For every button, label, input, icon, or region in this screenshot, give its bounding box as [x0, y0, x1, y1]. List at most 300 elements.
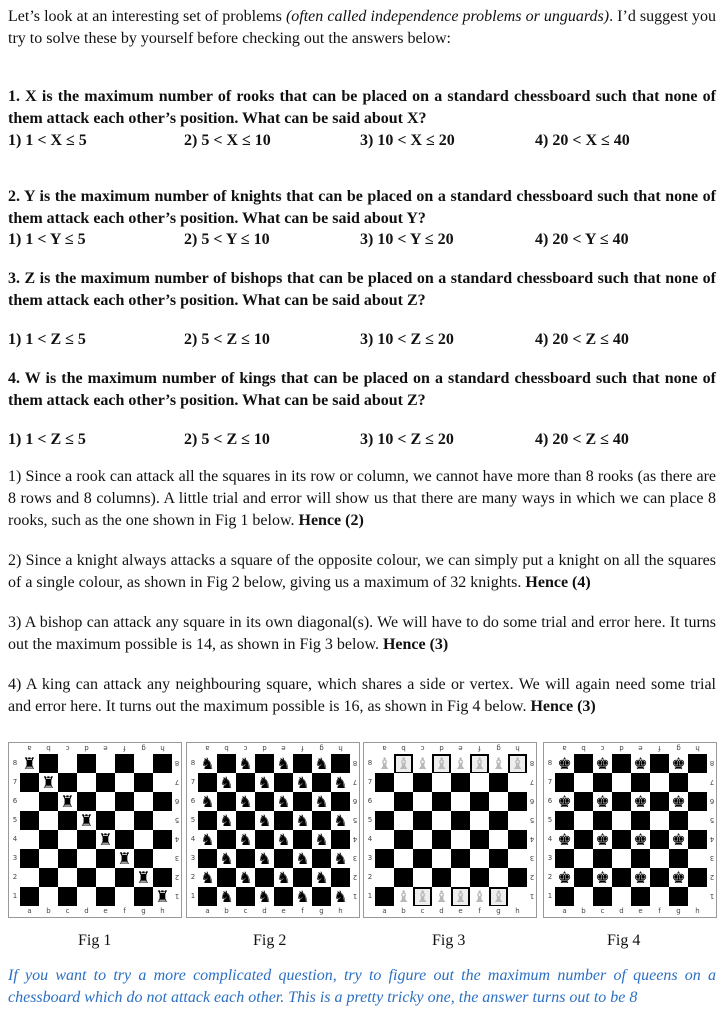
rank-label: 3: [547, 854, 553, 862]
square-e3: [96, 849, 115, 868]
square-f6: [650, 792, 669, 811]
square-d7: [612, 773, 631, 792]
rank-label: 6: [352, 797, 358, 805]
square-h7: [331, 773, 350, 792]
square-d2: [77, 868, 96, 887]
square-h1: [331, 887, 350, 906]
rook-icon: ♜: [98, 829, 113, 849]
square-b1: [394, 887, 413, 906]
square-e4: [96, 830, 115, 849]
question-3: 3. Z is the maximum number of bishops that can be placed on a standard chessboard such that none of them attack each other’s position. What can be said about Z?: [8, 270, 716, 309]
square-b5: [394, 811, 413, 830]
rank-label: 8: [190, 759, 196, 767]
rank-label: 8: [174, 759, 180, 767]
square-b7: [574, 773, 593, 792]
file-label: d: [84, 907, 89, 915]
rank-label: 4: [367, 835, 373, 843]
square-g4: [134, 830, 153, 849]
square-f2: [115, 868, 134, 887]
square-a1: [555, 887, 574, 906]
question-2: 2. Y is the maximum number of knights that can be placed on a standard chessboard such that none of them attack each other’s position. What can be said about Y?: [8, 188, 716, 227]
square-c5: [58, 811, 77, 830]
knight-icon: ♞: [295, 848, 310, 868]
figure-caption: Fig 1: [78, 932, 112, 949]
bishop-icon: ♝: [377, 753, 392, 773]
square-d8: [77, 754, 96, 773]
square-e2: [631, 868, 650, 887]
king-icon: ♚: [671, 867, 686, 887]
file-label: f: [658, 744, 661, 752]
square-e4: [451, 830, 470, 849]
square-d5: [432, 811, 451, 830]
answer-result: Hence (2): [298, 512, 364, 529]
square-a5: [555, 811, 574, 830]
option-3-4: 4) 20 < Z ≤ 40: [535, 331, 629, 348]
knight-icon: ♞: [257, 848, 272, 868]
rook-icon: ♜: [60, 791, 75, 811]
square-d7: [255, 773, 274, 792]
square-a2: [375, 868, 394, 887]
square-g5: [134, 811, 153, 830]
square-h8: [331, 754, 350, 773]
rank-label: 1: [352, 892, 358, 900]
intro-rest: . I’d suggest you try to solve these by yourself before checking out the answers below:: [8, 8, 716, 47]
rank-label: 3: [352, 854, 358, 862]
file-label: d: [262, 907, 267, 915]
knight-icon: ♞: [200, 829, 215, 849]
square-b3: [217, 849, 236, 868]
rank-label: 4: [174, 835, 180, 843]
square-d1: [255, 887, 274, 906]
knight-icon: ♞: [257, 886, 272, 906]
square-b8: [574, 754, 593, 773]
square-f4: [470, 830, 489, 849]
square-c6: [236, 792, 255, 811]
file-label: a: [205, 907, 210, 915]
square-c4: [413, 830, 432, 849]
king-icon: ♚: [671, 791, 686, 811]
rank-label: 6: [190, 797, 196, 805]
square-f4: [115, 830, 134, 849]
square-e1: [274, 887, 293, 906]
bishop-icon: ♝: [415, 886, 430, 906]
square-f3: [293, 849, 312, 868]
rook-icon: ♜: [136, 867, 151, 887]
square-a1: [375, 887, 394, 906]
answer-text: 1) Since a rook can attack all the squares in its row or column, we cannot have more than 8 rooks (as there are 8 rows and 8 columns). A little trial and error will show us that there are many ways in which we can place 8 rooks, such as the one shown in Fig 1 below.: [8, 468, 716, 529]
rank-label: 8: [352, 759, 358, 767]
rank-label: 8: [529, 759, 535, 767]
option-3-2: 2) 5 < Z ≤ 10: [184, 331, 270, 348]
intro-paragraph: [8, 6, 716, 50]
square-f6: [470, 792, 489, 811]
file-label: h: [160, 744, 165, 752]
file-label: h: [695, 907, 700, 915]
square-b3: [394, 849, 413, 868]
rank-label: 3: [174, 854, 180, 862]
square-d6: [612, 792, 631, 811]
square-g7: [489, 773, 508, 792]
rank-label: 1: [529, 892, 535, 900]
option-3-3: 3) 10 < Z ≤ 20: [360, 331, 454, 348]
square-f4: [650, 830, 669, 849]
square-c4: [58, 830, 77, 849]
square-g6: [312, 792, 331, 811]
square-g4: [669, 830, 688, 849]
king-icon: ♚: [671, 829, 686, 849]
rank-label: 5: [367, 816, 373, 824]
king-icon: ♚: [633, 867, 648, 887]
knight-icon: ♞: [314, 867, 329, 887]
square-b3: [574, 849, 593, 868]
square-b3: [39, 849, 58, 868]
bishop-icon: ♝: [434, 753, 449, 773]
knight-icon: ♞: [238, 753, 253, 773]
square-f5: [115, 811, 134, 830]
rook-icon: ♜: [79, 810, 94, 830]
square-f7: [115, 773, 134, 792]
intro-italic: (often called independence problems or unguards): [285, 8, 610, 25]
rank-label: 1: [174, 892, 180, 900]
rank-label: 1: [547, 892, 553, 900]
square-e6: [96, 792, 115, 811]
figure-caption: Fig 4: [607, 932, 641, 949]
knight-icon: ♞: [333, 810, 348, 830]
file-label: e: [281, 907, 286, 915]
square-e8: [451, 754, 470, 773]
knight-icon: ♞: [200, 867, 215, 887]
rank-label: 2: [547, 873, 553, 881]
knight-icon: ♞: [295, 810, 310, 830]
figure-caption: Fig 3: [432, 932, 466, 949]
option-2-3: 3) 10 < Y ≤ 20: [360, 231, 454, 248]
knight-icon: ♞: [200, 753, 215, 773]
square-e8: [96, 754, 115, 773]
square-g5: [489, 811, 508, 830]
question-4: 4. W is the maximum number of kings that can be placed on a standard chessboard such that none of them attack each other’s position. What can be said about Z?: [8, 370, 716, 409]
answer-2: [8, 550, 716, 594]
answer-text: 2) Since a knight always attacks a square of the opposite colour, we can simply put a knight on all the squares of a single colour, as shown in Fig 2 below, giving us a maximum of 32 knights.: [8, 552, 716, 591]
answer-4: [8, 674, 716, 718]
file-label: b: [46, 907, 51, 915]
square-b5: [39, 811, 58, 830]
square-h6: [508, 792, 527, 811]
square-f5: [650, 811, 669, 830]
rank-label: 5: [547, 816, 553, 824]
square-c1: [236, 887, 255, 906]
file-label: e: [281, 744, 286, 752]
knight-icon: ♞: [276, 829, 291, 849]
square-g3: [134, 849, 153, 868]
square-a3: [555, 849, 574, 868]
file-label: b: [581, 907, 586, 915]
rank-label: 7: [529, 778, 535, 786]
square-a7: [20, 773, 39, 792]
square-a4: [198, 830, 217, 849]
bishop-icon: ♝: [472, 886, 487, 906]
square-h8: [153, 754, 172, 773]
square-g1: [134, 887, 153, 906]
king-icon: ♚: [557, 753, 572, 773]
rank-label: 2: [709, 873, 715, 881]
square-e6: [274, 792, 293, 811]
square-b2: [394, 868, 413, 887]
rook-icon: ♜: [41, 772, 56, 792]
square-g5: [312, 811, 331, 830]
square-f8: [293, 754, 312, 773]
rank-label: 2: [529, 873, 535, 881]
file-label: g: [676, 744, 681, 752]
file-label: g: [141, 907, 146, 915]
square-b8: [394, 754, 413, 773]
square-a8: [198, 754, 217, 773]
knight-icon: ♞: [314, 791, 329, 811]
square-a8: [555, 754, 574, 773]
square-h6: [688, 792, 707, 811]
square-a7: [375, 773, 394, 792]
king-icon: ♚: [595, 791, 610, 811]
square-c7: [236, 773, 255, 792]
square-f2: [470, 868, 489, 887]
square-d8: [255, 754, 274, 773]
rank-label: 5: [12, 816, 18, 824]
file-label: f: [123, 744, 126, 752]
king-icon: ♚: [557, 791, 572, 811]
square-g4: [312, 830, 331, 849]
rank-label: 5: [190, 816, 196, 824]
rank-label: 4: [529, 835, 535, 843]
option-4-4: 4) 20 < Z ≤ 40: [535, 431, 629, 448]
square-h3: [153, 849, 172, 868]
square-e5: [631, 811, 650, 830]
square-a4: [20, 830, 39, 849]
file-label: a: [27, 744, 32, 752]
rank-label: 8: [547, 759, 553, 767]
file-label: f: [478, 907, 481, 915]
option-2-4: 4) 20 < Y ≤ 40: [535, 231, 629, 248]
king-icon: ♚: [633, 829, 648, 849]
rank-label: 3: [12, 854, 18, 862]
square-f2: [293, 868, 312, 887]
square-h7: [508, 773, 527, 792]
square-f3: [650, 849, 669, 868]
knight-icon: ♞: [314, 753, 329, 773]
square-f8: [470, 754, 489, 773]
intro-text: Let’s look at an interesting set of problems: [8, 8, 286, 25]
square-d7: [432, 773, 451, 792]
rank-label: 7: [174, 778, 180, 786]
file-label: e: [638, 907, 643, 915]
option-2-1: 1) 1 < Y ≤ 5: [8, 231, 86, 248]
bishop-icon: ♝: [510, 753, 525, 773]
rank-label: 6: [709, 797, 715, 805]
file-label: c: [65, 907, 70, 915]
file-label: h: [160, 907, 165, 915]
square-d1: [432, 887, 451, 906]
square-f4: [293, 830, 312, 849]
square-g3: [489, 849, 508, 868]
square-d5: [77, 811, 96, 830]
square-a8: [20, 754, 39, 773]
square-d3: [255, 849, 274, 868]
file-label: e: [638, 744, 643, 752]
chessboard-fig-4: [543, 742, 717, 918]
square-a2: [198, 868, 217, 887]
square-d4: [255, 830, 274, 849]
square-c8: [236, 754, 255, 773]
square-c1: [58, 887, 77, 906]
square-a6: [375, 792, 394, 811]
square-a2: [20, 868, 39, 887]
rank-label: 7: [352, 778, 358, 786]
square-g6: [489, 792, 508, 811]
king-icon: ♚: [595, 829, 610, 849]
file-label: b: [224, 907, 229, 915]
square-e7: [274, 773, 293, 792]
square-b5: [574, 811, 593, 830]
square-g3: [669, 849, 688, 868]
square-a5: [20, 811, 39, 830]
square-c2: [413, 868, 432, 887]
square-f6: [115, 792, 134, 811]
square-h2: [153, 868, 172, 887]
square-e1: [631, 887, 650, 906]
square-e8: [274, 754, 293, 773]
square-h7: [688, 773, 707, 792]
square-a7: [198, 773, 217, 792]
square-h2: [688, 868, 707, 887]
square-g5: [669, 811, 688, 830]
rook-icon: ♜: [117, 848, 132, 868]
rank-label: 3: [709, 854, 715, 862]
rank-label: 1: [367, 892, 373, 900]
option-1-4: 4) 20 < X ≤ 40: [535, 132, 630, 149]
queens-note: If you want to try a more complicated question, try to figure out the maximum number of queens on a chessboard which do not attack each other. This is a pretty tricky one, the answer turns out to be 8: [8, 967, 716, 1006]
square-b1: [217, 887, 236, 906]
square-d2: [612, 868, 631, 887]
file-label: b: [401, 907, 406, 915]
square-a6: [20, 792, 39, 811]
file-label: g: [496, 907, 501, 915]
square-h3: [688, 849, 707, 868]
bishop-icon: ♝: [415, 753, 430, 773]
rank-label: 5: [529, 816, 535, 824]
square-b6: [574, 792, 593, 811]
rank-label: 5: [709, 816, 715, 824]
square-h2: [331, 868, 350, 887]
square-b1: [39, 887, 58, 906]
bishop-icon: ♝: [491, 886, 506, 906]
knight-icon: ♞: [200, 791, 215, 811]
file-label: a: [27, 907, 32, 915]
square-f1: [293, 887, 312, 906]
square-c8: [58, 754, 77, 773]
square-c6: [413, 792, 432, 811]
file-label: f: [478, 744, 481, 752]
square-g4: [489, 830, 508, 849]
king-icon: ♚: [557, 829, 572, 849]
option-4-1: 1) 1 < Z ≤ 5: [8, 431, 86, 448]
rank-label: 7: [12, 778, 18, 786]
square-b4: [217, 830, 236, 849]
square-c8: [413, 754, 432, 773]
file-label: h: [695, 744, 700, 752]
knight-icon: ♞: [276, 791, 291, 811]
file-label: c: [243, 744, 248, 752]
square-b2: [39, 868, 58, 887]
square-d6: [77, 792, 96, 811]
square-b4: [574, 830, 593, 849]
answer-1: [8, 466, 716, 532]
square-h1: [508, 887, 527, 906]
square-b4: [394, 830, 413, 849]
square-d7: [77, 773, 96, 792]
file-label: a: [382, 744, 387, 752]
square-c6: [58, 792, 77, 811]
bishop-icon: ♝: [396, 753, 411, 773]
square-g8: [489, 754, 508, 773]
square-a3: [20, 849, 39, 868]
square-g3: [312, 849, 331, 868]
square-e5: [96, 811, 115, 830]
square-b1: [574, 887, 593, 906]
king-icon: ♚: [557, 867, 572, 887]
square-e1: [96, 887, 115, 906]
square-a3: [375, 849, 394, 868]
square-d4: [612, 830, 631, 849]
square-e7: [451, 773, 470, 792]
square-g2: [134, 868, 153, 887]
square-f7: [470, 773, 489, 792]
square-b5: [217, 811, 236, 830]
rank-label: 3: [190, 854, 196, 862]
knight-icon: ♞: [333, 848, 348, 868]
square-c5: [236, 811, 255, 830]
square-g2: [489, 868, 508, 887]
square-f7: [293, 773, 312, 792]
option-4-3: 3) 10 < Z ≤ 20: [360, 431, 454, 448]
square-e1: [451, 887, 470, 906]
answer-3: [8, 612, 716, 656]
square-b7: [394, 773, 413, 792]
file-label: g: [319, 907, 324, 915]
square-h3: [331, 849, 350, 868]
square-h6: [331, 792, 350, 811]
square-f6: [293, 792, 312, 811]
bishop-icon: ♝: [491, 753, 506, 773]
square-e6: [451, 792, 470, 811]
square-e3: [451, 849, 470, 868]
file-label: f: [658, 907, 661, 915]
file-label: c: [65, 744, 70, 752]
square-d4: [77, 830, 96, 849]
square-c8: [593, 754, 612, 773]
square-d1: [612, 887, 631, 906]
rank-label: 5: [352, 816, 358, 824]
rank-label: 1: [190, 892, 196, 900]
answer-result: Hence (3): [382, 636, 449, 653]
file-label: h: [515, 744, 520, 752]
square-g6: [669, 792, 688, 811]
rank-label: 4: [12, 835, 18, 843]
square-f1: [650, 887, 669, 906]
file-label: f: [301, 744, 304, 752]
rank-label: 7: [709, 778, 715, 786]
king-icon: ♚: [595, 753, 610, 773]
bishop-icon: ♝: [396, 886, 411, 906]
square-c5: [413, 811, 432, 830]
bishop-icon: ♝: [453, 886, 468, 906]
